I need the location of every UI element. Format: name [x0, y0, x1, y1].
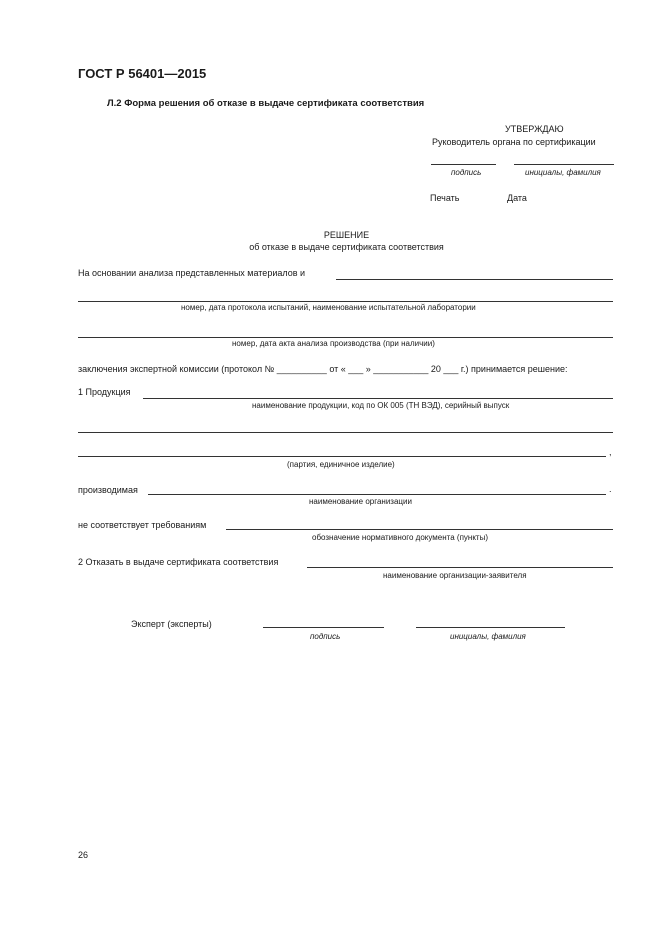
item1-label: 1 Продукция	[78, 387, 131, 397]
page-number: 26	[78, 850, 89, 860]
document-fill-line[interactable]	[226, 529, 613, 530]
expert-name-line[interactable]	[416, 627, 565, 628]
decision-title: РЕШЕНИЕ	[323, 230, 370, 240]
batch-fill-line[interactable]	[78, 456, 606, 457]
conclusion-text: заключения экспертной комиссии (протокол № __________ от « ___ » ___________ 20 ___ г.) принимается решение:	[78, 364, 568, 374]
approval-signature-caption: подпись	[451, 168, 482, 177]
batch-caption: (партия, единичное изделие)	[287, 460, 395, 469]
produced-label: производимая	[78, 485, 138, 495]
producer-fill-line[interactable]	[148, 494, 606, 495]
batch-comma: ,	[609, 447, 612, 457]
approval-name-line[interactable]	[514, 164, 614, 165]
protocol-caption: номер, дата протокола испытаний, наименование испытательной лаборатории	[181, 303, 476, 312]
product-fill-line-2[interactable]	[78, 432, 613, 433]
appendix-heading: Л.2 Форма решения об отказе в выдаче сертификата соответствия	[107, 98, 425, 109]
standard-designation: ГОСТ Р 56401—2015	[78, 66, 207, 81]
approval-signature-line[interactable]	[431, 164, 496, 165]
act-fill-line[interactable]	[78, 337, 613, 338]
approval-stamp-title: УТВЕРЖДАЮ	[505, 124, 564, 134]
producer-period: .	[609, 484, 612, 494]
item2-label: 2 Отказать в выдаче сертификата соответствия	[78, 557, 279, 567]
seal-label: Печать	[430, 193, 460, 203]
act-caption: номер, дата акта анализа производства (при наличии)	[232, 339, 435, 348]
expert-name-caption: инициалы, фамилия	[450, 632, 526, 641]
date-label: Дата	[507, 193, 527, 203]
applicant-caption: наименование организации-заявителя	[383, 571, 527, 580]
approval-head-title: Руководитель органа по сертификации	[432, 137, 596, 147]
approval-name-caption: инициалы, фамилия	[525, 168, 601, 177]
basis-fill-line[interactable]	[336, 279, 613, 280]
expert-signature-line[interactable]	[263, 627, 384, 628]
product-caption: наименование продукции, код по ОК 005 (ТН ВЭД), серийный выпуск	[252, 401, 510, 410]
organization-caption: наименование организации	[309, 497, 412, 506]
expert-label: Эксперт (эксперты)	[131, 619, 212, 629]
document-caption: обозначение нормативного документа (пункты)	[312, 533, 488, 542]
expert-signature-caption: подпись	[310, 632, 341, 641]
decision-subtitle: об отказе в выдаче сертификата соответствия	[249, 242, 444, 252]
basis-text: На основании анализа представленных материалов и	[78, 268, 306, 278]
protocol-fill-line[interactable]	[78, 301, 613, 302]
noncompliance-label: не соответствует требованиям	[78, 520, 207, 530]
product-fill-line[interactable]	[143, 398, 613, 399]
applicant-fill-line[interactable]	[307, 567, 613, 568]
